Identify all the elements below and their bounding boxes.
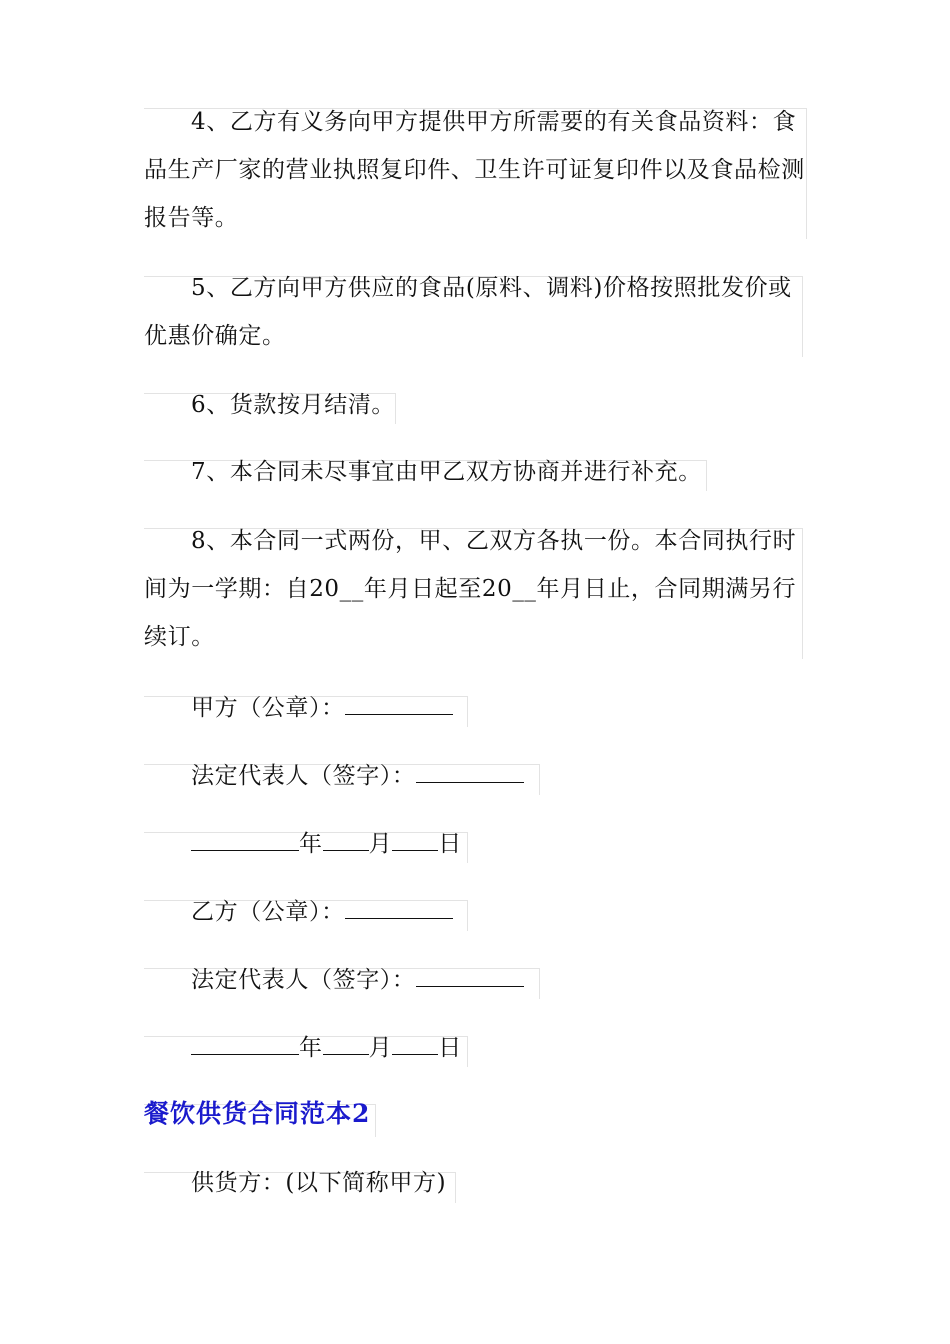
party-a-month-label: 月 (368, 831, 393, 857)
party-b-rep-line (144, 960, 524, 1000)
party-a-rep-blank (416, 760, 524, 783)
clause-6: 6、货款按月结清。 (191, 392, 396, 418)
party-b-seal-label: 乙方（公章）： (191, 899, 345, 925)
clause-7: 7、本合同未尽事宜由甲乙双方协商并进行补充。 (191, 459, 702, 485)
party-b-date-line (144, 1028, 462, 1068)
party-b-year-blank (191, 1032, 299, 1055)
party-a-rep-label: 法定代表人（签字）： (191, 763, 416, 789)
party-b-year-label: 年 (299, 1035, 323, 1061)
party-b-day-blank (392, 1032, 438, 1055)
party-a-day-blank (392, 828, 438, 851)
party-a-rep-line (144, 756, 524, 796)
party-a-month-blank (323, 828, 369, 851)
party-b-day-label: 日 (438, 1035, 462, 1061)
party-a-year-label: 年 (299, 831, 323, 857)
party-a-seal-label: 甲方（公章）： (191, 695, 345, 721)
clause-5: 5、乙方向甲方供应的食品(原料、调料)价格按照批发价或优惠价确定。 (144, 275, 792, 349)
party-b-month-blank (323, 1032, 369, 1055)
party-b-month-label: 月 (368, 1035, 393, 1061)
party-a-seal-blank (345, 692, 453, 715)
party-a-year-blank (191, 828, 299, 851)
party-b-seal-blank (345, 896, 453, 919)
supplier-line: 供货方：(以下简称甲方) (191, 1170, 447, 1196)
party-a-date-line (144, 824, 462, 864)
party-a-day-label: 日 (438, 831, 462, 857)
party-b-rep-label: 法定代表人（签字）： (191, 967, 416, 993)
clause-4: 4、乙方有义务向甲方提供甲方所需要的有关食品资料：食品生产厂家的营业执照复印件、卫生许可证复印件以及食品检测报告等。 (144, 109, 805, 231)
party-b-rep-blank (416, 964, 524, 987)
clause-8: 8、本合同一式两份，甲、乙双方各执一份。本合同执行时间为一学期：自20__年月日起至20__年月日止，合同期满另行续订。 (144, 528, 797, 650)
section-title: 餐饮供货合同范本2 (144, 1099, 371, 1128)
party-a-seal-line (144, 688, 453, 728)
party-b-seal-line (144, 892, 453, 932)
